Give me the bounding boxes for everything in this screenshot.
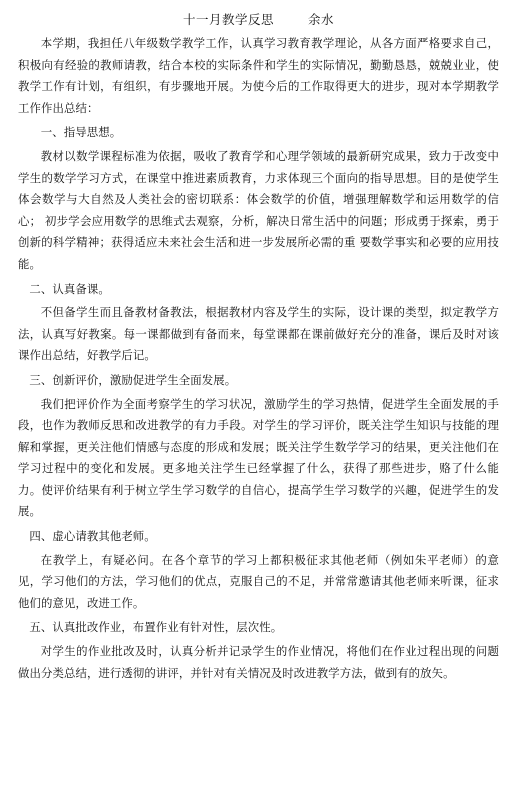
intro-paragraph: 本学期，我担任八年级数学教学工作，认真学习教育教学理论，从各方面严格要求自己，积极向有经验的教师请教，结合本校的实际条件和学生的实际情况，勤勤恳恳，兢兢业业，使教学工作有计划，有组织，有步骤地开展。为使今后的工作取得更大的进步，现对本学期教学工作作出总结： bbox=[18, 36, 499, 115]
section-body-5: 对学生的作业批改及时，认真分析并记录学生的作业情况，将他们在作业过程出现的问题做出分类总结，进行透彻的讲评，并针对有关情况及时改进教学方法，做到有的放矢。 bbox=[18, 644, 499, 680]
section-heading-3: 三、创新评价，激励促进学生全面发展。 bbox=[29, 372, 237, 387]
section-body-2: 不但备学生而且备教材备教法，根据教材内容及学生的实际，设计课的类型，拟定教学方法，认真写好教案。每一课都做到有备而来，每堂课都在课前做好充分的准备，课后及时对该课作出总结，好教学后记。 bbox=[18, 305, 499, 363]
section-body-4: 在教学上，有疑必问。在各个章节的学习上都积极征求其他老师（例如朱平老师）的意见，学习他们的方法，学习他们的优点，克服自己的不足，并常常邀请其他老师来听课，征求他们的意见，改进工作。 bbox=[18, 552, 499, 610]
section-heading-1: 一、指导思想。 bbox=[40, 125, 122, 140]
section-body-1: 教材以数学课程标准为依据，吸收了教育学和心理学领域的最新研究成果，致力于改变中学生的数学学习方式，在课堂中推进素质教育，力求体现三个面向的指导思想。目的是使学生体会数学与大自然及人类社会的密切联系：体会数学的价值，增强理解数学和运用数学的信心； 初步学会应用数学的思维式去观察，分析，解决日常生活中的问题；形成勇于探索，勇于创新的科学精神；获得适应未来社会生活和进一步发展所必需的重 要数学事实和必要的应用技能。 bbox=[18, 148, 499, 271]
section-heading-5: 五、认真批改作业，布置作业有针对性，层次性。 bbox=[29, 620, 283, 635]
section-heading-2: 二、认真备课。 bbox=[29, 281, 110, 296]
section-body-3: 我们把评价作为全面考察学生的学习状况，激励学生的学习热情，促进学生全面发展的手段，也作为教师反思和改进教学的有力手段。对学生的学习评价，既关注学生知识与技能的理解和掌握，更关注他们情感与态度的形成和发展；既关注学生数学学习的结果，更关注他们在学习过程中的变化和发展。更多地关注学生已经掌握了什么，获得了那些进步，赂了什么能力。使评价结果有利于树立学生学习数学的自信心，提高学生学习数学的兴趣，促进学生的发展。 bbox=[18, 396, 499, 519]
document-author: 余水 bbox=[308, 12, 335, 27]
section-heading-4: 四、虚心请教其他老师。 bbox=[29, 529, 156, 544]
document-title: 十一月教学反思 bbox=[182, 12, 274, 27]
document-page bbox=[18, 10, 499, 687]
document-title-line bbox=[18, 10, 499, 30]
